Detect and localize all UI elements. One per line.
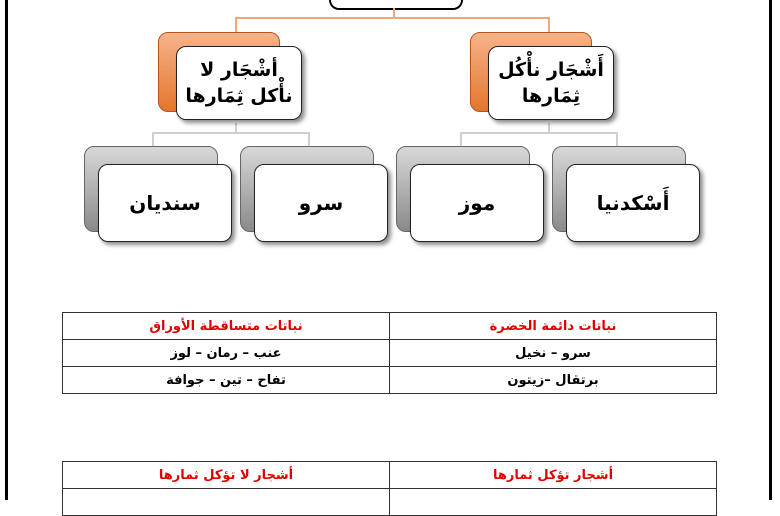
table-header-row — [63, 313, 717, 340]
leaves-table — [62, 312, 717, 394]
table-header-cell: أشجار تؤكل ثمارها — [390, 462, 717, 489]
leaf-label: أَسْكدنيا — [566, 164, 700, 242]
table-header-cell: أشجار لا تؤكل ثمارها — [63, 462, 390, 489]
leaf-label: موز — [410, 164, 544, 242]
category-label-line2: نأْكل ثِمَارها — [185, 85, 293, 107]
category-label-line1: أَشْجَار نأْكُل — [498, 59, 604, 81]
leaf-card-eskidinia — [552, 146, 702, 246]
table-cell — [390, 489, 717, 516]
tree-root-box — [329, 0, 463, 10]
category-label-line1: أشْجَار لا — [200, 59, 278, 81]
page-border-right — [769, 0, 772, 500]
category-label-non-eatable — [176, 46, 302, 120]
leaf-card-oak — [84, 146, 234, 246]
category-label-eatable — [488, 46, 614, 120]
category-card-eatable-fruits — [470, 32, 620, 127]
right-group-connector-horizontal — [460, 132, 618, 134]
table-header-row — [63, 462, 717, 489]
table-row — [63, 489, 717, 516]
table-header-cell: نباتات متساقطة الأوراق — [63, 313, 390, 340]
page-border-left — [5, 0, 8, 500]
category-label-line2: ثِمَارها — [521, 85, 581, 107]
table-row — [63, 340, 717, 367]
root-connector-horizontal — [235, 17, 550, 19]
table-cell: برتقال –زيتون — [390, 367, 717, 394]
fruits-table — [62, 461, 717, 516]
table-cell: عنب – رمان – لوز — [63, 340, 390, 367]
leaf-label: سنديان — [98, 164, 232, 242]
table-cell: سرو – نخيل — [390, 340, 717, 367]
category-card-non-eatable-fruits — [158, 32, 308, 127]
left-group-connector-horizontal — [152, 132, 310, 134]
table-header-cell: نباتات دائمة الخضرة — [390, 313, 717, 340]
leaf-card-cypress — [240, 146, 390, 246]
table-cell — [63, 489, 390, 516]
leaf-label: سرو — [254, 164, 388, 242]
table-cell: تفاح – تين – جوافة — [63, 367, 390, 394]
leaf-card-banana — [396, 146, 546, 246]
table-row — [63, 367, 717, 394]
